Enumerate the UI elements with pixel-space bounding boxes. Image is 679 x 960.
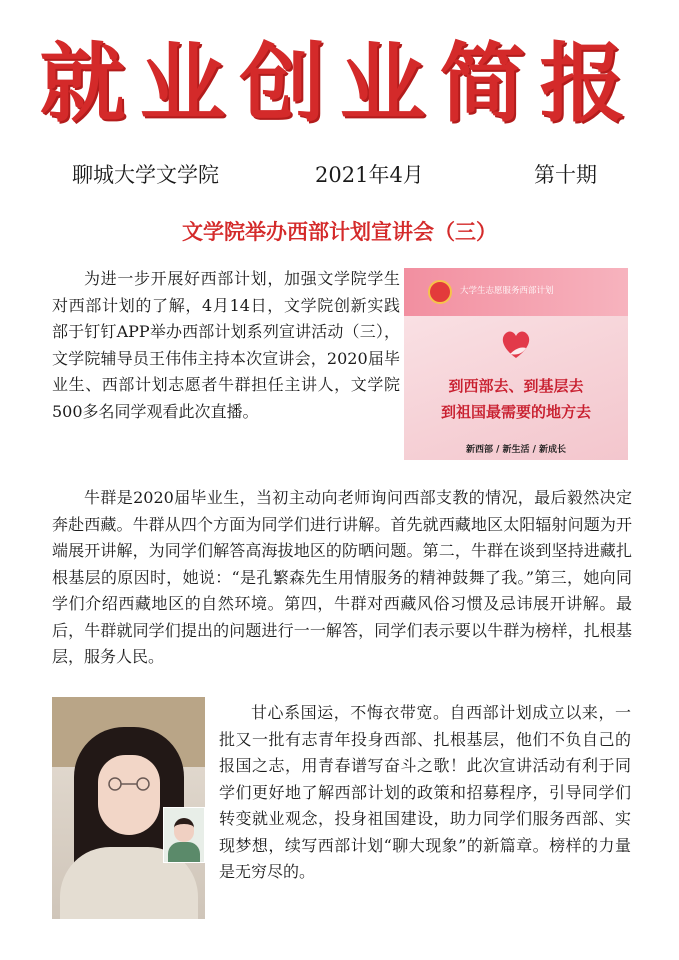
poster-slogan-2: 到祖国最需要的地方去	[440, 403, 591, 421]
photo-face	[98, 755, 160, 835]
masthead-title: 就业创业简报	[39, 34, 640, 134]
inset-person-body	[168, 842, 200, 863]
glasses-icon	[102, 777, 156, 791]
inset-person-head	[174, 818, 194, 842]
heart-hand-icon	[496, 324, 536, 364]
article-paragraph-1: 为进一步开展好西部计划，加强文学院学生对西部计划的了解，4月14日，文学院创新实践部于钉钉APP举办西部计划系列宣讲活动（三），文学院辅导员王伟伟主持本次宣讲会，2020届毕业生、西部计划志愿者牛群担任主讲人，文学院500多名同学观看此次直播。	[52, 269, 400, 421]
article-paragraph-3: 甘心系国运，不悔衣带宽。自西部计划成立以来，一批又一批有志青年投身西部、扎根基层，他们不负自己的报国之志，用青春谱写奋斗之歌！此次宣讲活动有利于同学们更好地了解西部计划的政策和招募程序，引导同学们转变就业观念，投身祖国建设，助力同学们服务西部、实现梦想，续写西部计划“聊大现象”的新篇章。榜样的力量是无穷尽的。	[219, 703, 631, 881]
poster-slogan-1: 到西部去、到基层去	[448, 377, 584, 395]
issue-school: 聊城大学文学院	[72, 163, 219, 187]
video-call-inset	[163, 807, 205, 863]
issue-number: 第十期	[534, 163, 597, 187]
issue-info	[0, 160, 679, 190]
article-paragraph-2: 牛群是2020届毕业生，当初主动向老师询问西部支教的情况，最后毅然决定奔赴西藏。牛群从四个方面为同学们进行讲解。首先就西藏地区太阳辐射问题为开端展开讲解，为同学们解答高海拔地区的防晒问题。第二，牛群在谈到坚持进藏扎根基层的原因时，她说：“是孔繁森先生用情服务的精神鼓舞了我。”第三，她向同学们介绍西藏地区的自然环境。第四，牛群对西藏风俗习惯及忌讳展开讲解。最后，牛群就同学们提出的问题进行一一解答，同学们表示要以牛群为榜样，扎根基层，服务人民。	[52, 488, 632, 666]
article-headline: 文学院举办西部计划宣讲会（三）	[182, 219, 497, 244]
speaker-photo	[52, 697, 205, 919]
west-plan-poster	[404, 268, 628, 460]
poster-footer: 新西部 / 新生活 / 新成长	[465, 445, 567, 455]
issue-date: 2021年4月	[315, 163, 424, 187]
poster-banner: 大学生志愿服务西部计划	[460, 286, 554, 296]
youth-league-badge-icon	[428, 280, 452, 304]
